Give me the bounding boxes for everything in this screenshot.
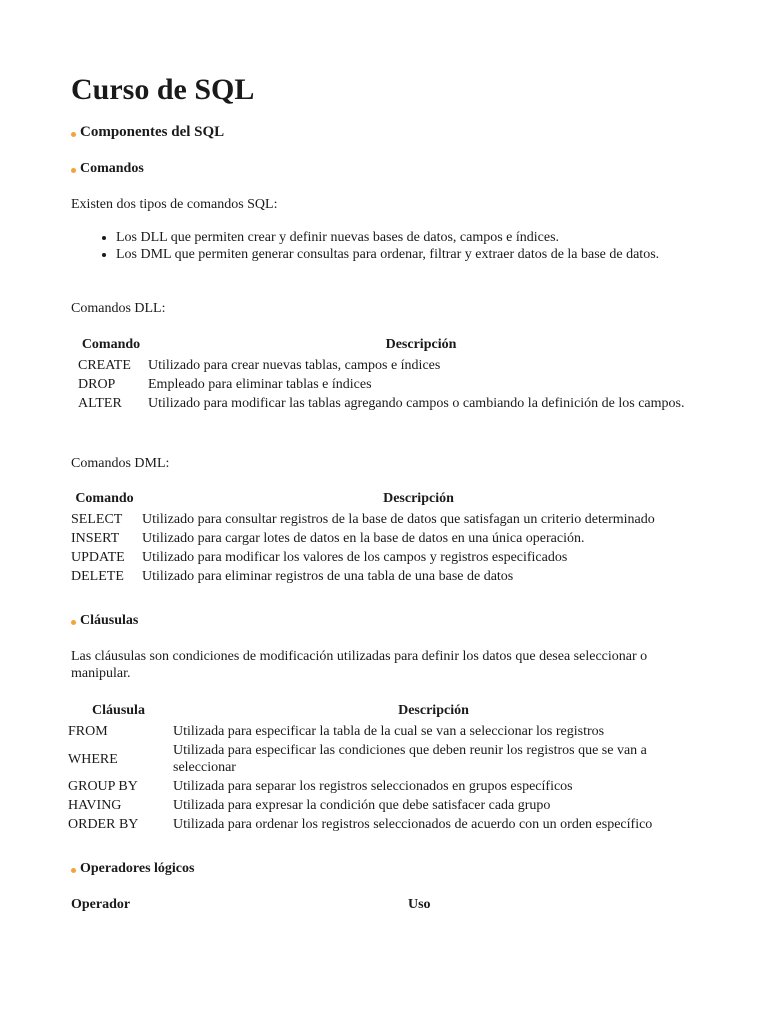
bullet-icon [71,132,76,137]
description-cell: Utilizada para especificar las condiciones que deben reunir los registros que se van a seleccionar [173,743,647,775]
table-row [76,394,696,413]
command-cell: CREATE [78,358,131,373]
table-header-row [76,334,696,356]
dml-caption: Comandos DML: [71,456,170,471]
intro-paragraph: Existen dos tipos de comandos SQL: [71,197,278,212]
table-row [66,796,696,815]
bullet-icon [71,168,76,173]
table-row [66,741,696,777]
description-cell: Utilizado para consultar registros de la base de datos que satisfagan un criterio determinado [142,512,655,527]
table-row [66,777,696,796]
clause-cell: HAVING [68,798,122,813]
table-header-row [66,700,696,722]
bullet-icon [71,620,76,625]
list-item: • Los DML que permiten generar consultas para ordenar, filtrar y extraer datos de la base de datos. [116,246,696,263]
description-cell: Utilizada para separar los registros seleccionados en grupos específicos [173,779,573,794]
section-heading-componentes [71,124,224,141]
command-types-list [71,229,696,263]
clause-cell: FROM [68,724,108,739]
table-row [66,722,696,741]
description-cell: Utilizada para especificar la tabla de la cual se van a seleccionar los registros [173,724,605,739]
table-row [69,567,697,586]
section-heading-text: Operadores lógicos [80,861,195,876]
column-header: Comando [75,491,134,506]
description-cell: Utilizado para eliminar registros de una tabla de una base de datos [142,569,514,584]
description-cell: Utilizada para ordenar los registros seleccionados de acuerdo con un orden específico [173,817,653,832]
table-row [76,375,696,394]
column-header: Comando [81,337,141,352]
uso-column-header: Uso [408,897,431,912]
table-row [69,529,697,548]
column-header: Descripción [383,491,454,506]
dll-caption: Comandos DLL: [71,301,166,316]
table-row [69,510,697,529]
section-heading-text: Cláusulas [80,613,139,628]
column-header: Cláusula [92,703,145,718]
description-cell: Utilizado para modificar los valores de los campos y registros especificados [142,550,568,565]
table-row [69,548,697,567]
column-header: Descripción [398,703,469,718]
command-cell: UPDATE [71,550,125,565]
description-cell: Utilizada para expresar la condición que debe satisfacer cada grupo [173,798,551,813]
bullet-icon [71,868,76,873]
command-cell: SELECT [71,512,123,527]
clause-cell: GROUP BY [68,779,138,794]
description-cell: Empleado para eliminar tablas e índices [148,377,372,392]
description-cell: Utilizado para cargar lotes de datos en la base de datos en una única operación. [142,531,585,546]
table-row [76,356,696,375]
section-heading-comandos [71,161,144,177]
description-cell: Utilizado para modificar las tablas agregando campos o cambiando la definición de los campos. [148,396,685,411]
page-title: Curso de SQL [71,73,255,106]
clause-cell: WHERE [68,751,118,767]
section-heading-operadores [71,861,194,877]
table-header-row [69,488,697,510]
command-cell: DELETE [71,569,124,584]
command-cell: DROP [78,377,116,392]
table-row [66,815,696,834]
section-heading-clausulas [71,613,138,629]
command-cell: ALTER [78,396,122,411]
column-header: Descripción [385,337,457,352]
dml-table [69,488,697,586]
dll-table [76,334,696,413]
clausulas-table [66,700,696,834]
section-heading-text: Componentes del SQL [80,124,225,140]
command-cell: INSERT [71,531,120,546]
list-item: • Los DLL que permiten crear y definir nuevas bases de datos, campos e índices. [116,229,696,246]
operador-column-header: Operador [71,897,131,912]
description-cell: Utilizado para crear nuevas tablas, campos e índices [148,358,441,373]
section-heading-text: Comandos [80,161,144,176]
clausulas-paragraph: Las cláusulas son condiciones de modificación utilizadas para definir los datos que desea seleccionar o manipular. [71,649,648,681]
clause-cell: ORDER BY [68,817,139,832]
